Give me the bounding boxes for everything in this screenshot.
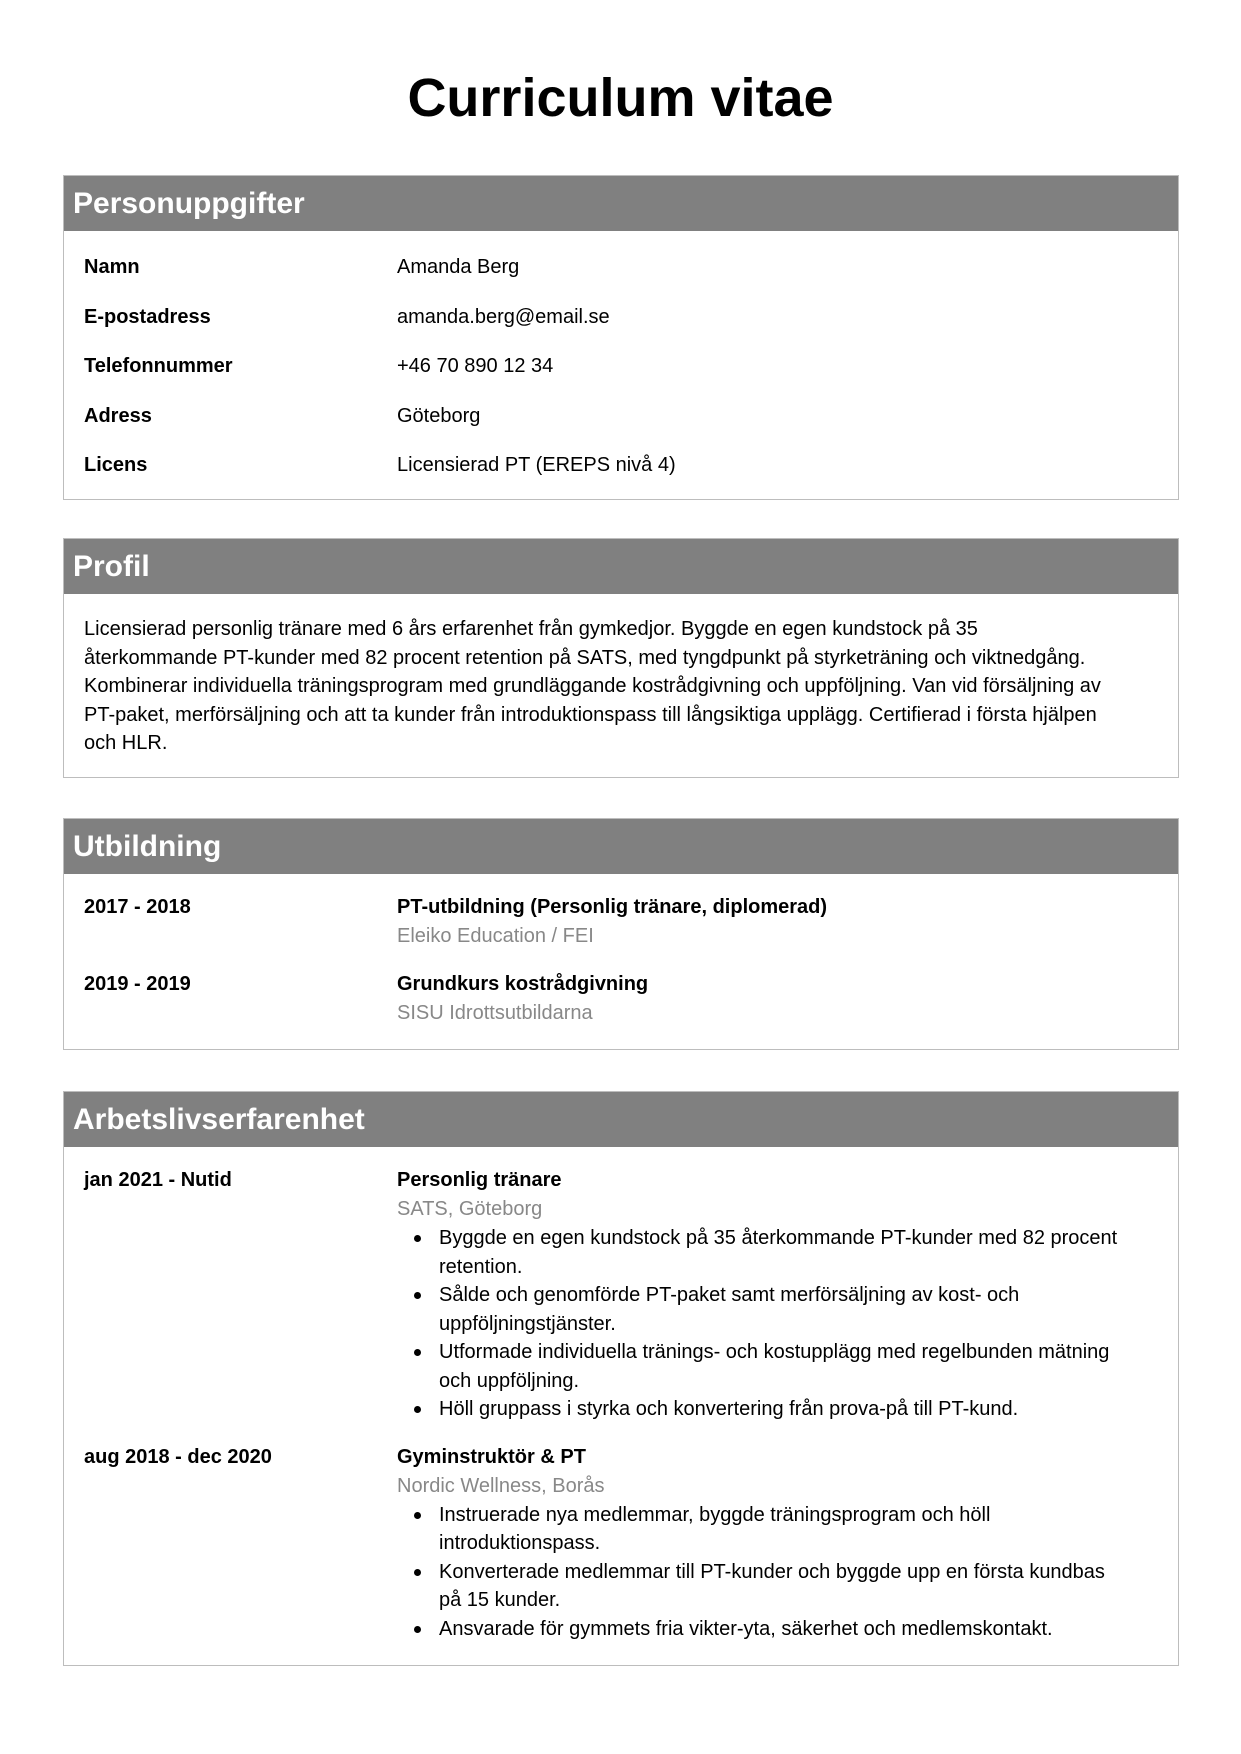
- employer: SATS, Göteborg: [397, 1198, 543, 1220]
- bullet-item: [397, 1501, 1158, 1558]
- profile-section: [63, 538, 1179, 778]
- bullet-line: retention.: [439, 1255, 523, 1278]
- bullet-line: Utformade individuella tränings- och kostupplägg med regelbunden mätning: [439, 1341, 1110, 1363]
- experience-bullets: [397, 1224, 1158, 1424]
- experience-heading: Arbetslivserfarenhet: [64, 1092, 1178, 1147]
- bullet-item: [397, 1615, 1158, 1644]
- employer: Nordic Wellness, Borås: [397, 1474, 605, 1497]
- personal-row-address: [84, 392, 1158, 442]
- bullet-item: [397, 1338, 1158, 1395]
- license-label: Licens: [84, 454, 148, 477]
- experience-date: aug 2018 - dec 2020: [84, 1445, 272, 1468]
- personal-row-email: [84, 293, 1158, 343]
- bullet-line: och uppföljning.: [439, 1369, 580, 1392]
- bullet-line: uppföljningstjänster.: [439, 1312, 616, 1335]
- education-school: Eleiko Education / FEI: [397, 925, 594, 947]
- bullet-dot-icon: [414, 1569, 421, 1576]
- address-value: Göteborg: [397, 404, 481, 427]
- bullet-dot-icon: [414, 1626, 421, 1633]
- bullet-line: Byggde en egen kundstock på 35 återkommande PT-kunder med 82 procent: [439, 1227, 1118, 1249]
- experience-section: [63, 1091, 1179, 1666]
- education-entry: [84, 970, 1158, 1028]
- phone-value: +46 70 890 12 34: [397, 355, 554, 378]
- experience-bullets: [397, 1501, 1158, 1644]
- experience-entry: [84, 1166, 1158, 1424]
- bullet-line: Konverterade medlemmar till PT-kunder och byggde upp en första kundbas: [439, 1560, 1105, 1583]
- bullet-item: [397, 1224, 1158, 1281]
- education-entry: [84, 893, 1158, 951]
- profile-heading: Profil: [64, 539, 1178, 594]
- education-school: SISU Idrottsutbildarna: [397, 1002, 593, 1024]
- profile-line: Licensierad personlig tränare med 6 års erfarenhet från gymkedjor. Byggde en egen kundstock på 35: [84, 618, 978, 640]
- bullet-dot-icon: [414, 1349, 421, 1356]
- education-date: 2017 - 2018: [84, 896, 191, 918]
- experience-entry: [84, 1443, 1158, 1644]
- profile-line: och HLR.: [84, 732, 168, 754]
- license-value: Licensierad PT (EREPS nivå 4): [397, 454, 676, 477]
- bullet-line: Instruerade nya medlemmar, byggde träningsprogram och höll: [439, 1503, 991, 1526]
- education-date: 2019 - 2019: [84, 973, 191, 995]
- job-title: Personlig tränare: [397, 1169, 562, 1191]
- experience-date: jan 2021 - Nutid: [84, 1169, 232, 1191]
- email-label: E-postadress: [84, 305, 211, 328]
- personal-row-license: [84, 441, 1158, 491]
- education-section: [63, 818, 1179, 1050]
- education-heading: Utbildning: [64, 819, 1178, 874]
- personal-row-phone: [84, 342, 1158, 392]
- bullet-line: Ansvarade för gymmets fria vikter-yta, säkerhet och medlemskontakt.: [439, 1617, 1053, 1640]
- profile-text: [64, 594, 1178, 758]
- page-title: Curriculum vitae: [407, 68, 834, 128]
- bullet-dot-icon: [414, 1235, 421, 1242]
- profile-line: Kombinerar individuella träningsprogram med grundläggande kostrådgivning och uppföljning. Van vid försäljning av: [84, 675, 1101, 697]
- address-label: Adress: [84, 404, 152, 427]
- profile-line: PT-paket, merförsäljning och att ta kunder från introduktionspass till långsiktiga upplägg. Certifierad i första hjälpen: [84, 703, 1097, 726]
- job-title: Gyminstruktör & PT: [397, 1445, 586, 1468]
- education-title: PT-utbildning (Personlig tränare, diplomerad): [397, 896, 828, 918]
- personal-row-name: [84, 243, 1158, 293]
- name-label: Namn: [84, 256, 140, 279]
- bullet-line: Höll gruppass i styrka och konvertering från prova-på till PT-kund.: [439, 1398, 1019, 1420]
- bullet-line: Sålde och genomförde PT-paket samt merförsäljning av kost- och: [439, 1284, 1020, 1306]
- name-value: Amanda Berg: [397, 256, 520, 279]
- personal-section: [63, 175, 1179, 500]
- bullet-item: [397, 1395, 1158, 1424]
- education-title: Grundkurs kostrådgivning: [397, 973, 649, 995]
- personal-heading: Personuppgifter: [64, 176, 1178, 231]
- bullet-dot-icon: [414, 1512, 421, 1519]
- email-value: amanda.berg@email.se: [397, 305, 610, 328]
- bullet-dot-icon: [414, 1406, 421, 1413]
- bullet-line: introduktionspass.: [439, 1532, 601, 1554]
- phone-label: Telefonnummer: [84, 355, 233, 378]
- bullet-item: [397, 1281, 1158, 1338]
- profile-line: återkommande PT-kunder med 82 procent retention på SATS, med tyngdpunkt på styrketräning och viktnedgång.: [84, 646, 1086, 669]
- bullet-item: [397, 1558, 1158, 1615]
- bullet-dot-icon: [414, 1292, 421, 1299]
- bullet-line: på 15 kunder.: [439, 1589, 561, 1611]
